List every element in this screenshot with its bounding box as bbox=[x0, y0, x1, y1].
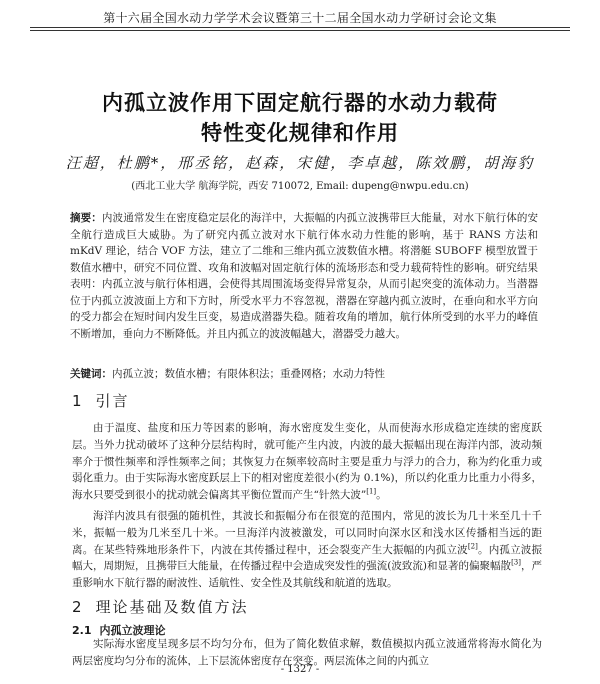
paragraph-text: 海洋内波具有很强的随机性，其波长和振幅分布在很宽的范围内，常见的波长为几十米至几十千米，振幅一般为几米至几十米。一旦海洋内波被激发，可以同时向深水区和浅水区传播相当远的距离。在某些特殊地形条件下，内波在其传播过程中，还会裂变产生大振幅的内孤立波 bbox=[72, 510, 542, 556]
running-header: 第十六届全国水动力学学术会议暨第三十二届全国水动力学研讨会论文集 bbox=[103, 11, 497, 25]
citation-ref: [3] bbox=[511, 558, 521, 567]
section-heading-introduction bbox=[72, 390, 130, 411]
section-title: 理论基础及数值方法 bbox=[95, 598, 249, 616]
author-list: 汪超，杜鹏*，邢丞铭，赵森，宋健，李卓越，陈效鹏，胡海豹 bbox=[65, 154, 535, 172]
citation-ref: [2] bbox=[467, 542, 478, 551]
paragraph-text: 实际海水密度呈现多层不均匀分布，但为了简化数值求解，数值模拟内孤立波通常将海水简化为两层密度均匀分布的流体，上下层流体密度存在突变。两层流体之间的内孤立 bbox=[72, 638, 542, 666]
keywords-label: 关键词： bbox=[70, 368, 112, 380]
subsection-title: 内孤立波理论 bbox=[99, 624, 166, 637]
abstract-label: 摘要： bbox=[70, 212, 102, 224]
title-line-2: 特性变化规律和作用 bbox=[201, 121, 399, 145]
keywords bbox=[70, 366, 538, 382]
paragraph-3 bbox=[72, 636, 542, 666]
paragraph-2 bbox=[72, 508, 542, 592]
paragraph-text: 。 bbox=[376, 489, 387, 502]
header-rule bbox=[30, 27, 570, 28]
section-number: 1 bbox=[72, 392, 84, 410]
section-number: 2 bbox=[72, 598, 84, 616]
subsection-number: 2.1 bbox=[72, 624, 92, 637]
abstract-text: 内波通常发生在密度稳定层化的海洋中，大振幅的内孤立波携带巨大能量，对水下航行体的安全航行造成巨大威胁。为了研究内孤立波对水下航行体水动力性能的影响，基于 RANS 方法和 mKdV 理论，结合 VOF 方法，建立了二维和三维内孤立波数值水槽。将潜艇 SUBOFF 模型放置于数值水槽中，研究不同位置、攻角和波幅对固定航行体的流场形态和受力载荷特性的影响。研究结果表明：内孤立波与航行体相遇，会使得其周围流场变得异常复杂，从而引起突变的流体动力。当潜器位于内孤立波波面上方和下方时，所受水平力不容忽视，潜器在穿越内孤立波时，在垂向和水平方向的受力都会在短时间内发生巨变，易造成潜器失稳。随着攻角的增加，航行体所受到的水平力的峰值不断增加，垂向力不断降低。并且内孤立的波波幅越大，潜器受力越大。 bbox=[70, 212, 539, 340]
header-rule-double bbox=[30, 30, 570, 31]
paragraph-text: 然大波” bbox=[329, 489, 367, 502]
paragraph-text: ，严重影响水下航行器的耐波性、适航性、安全性及其航线和航道的选取。 bbox=[72, 560, 543, 590]
affiliation: (西北工业大学 航海学院，西安 710072, Email: dupeng@nwpu.edu.cn) bbox=[131, 181, 469, 192]
page-number: - 1327 - bbox=[280, 664, 320, 675]
title-line-1: 内孤立波作用下固定航行器的水动力载荷 bbox=[102, 91, 498, 115]
section-heading-methods bbox=[72, 596, 249, 617]
section-title: 引言 bbox=[95, 392, 130, 410]
abstract bbox=[70, 210, 538, 342]
citation-ref: [1] bbox=[366, 487, 377, 496]
paper-title bbox=[40, 88, 560, 148]
paragraph-1 bbox=[72, 420, 542, 504]
paragraph-text: 由于温度、盐度和压力等因素的影响，海水密度发生变化，从而使海水形成稳定连续的密度跃层。当外力扰动破坏了这种分层结构时，就可能产生内波，内波的最大振幅出现在海洋内部，波动频率介于惯性频率和浮性频率之间；其恢复力在频率较高时主要是重力与浮力的合力，称为约化重力或弱化重力。由于实际海水密度跃层上下的相对密度差很小(约为 0.1%)，所以约化重力比重力小得多，海水只要受到很小的扰动就会偏离其平衡位置而产生“针 bbox=[72, 422, 542, 502]
paragraph-text: 。内孤立波振幅大，周期短，且携带巨大能量，在传播过程中会造成突发性的强流(波致流)和显著的偏聚幅散 bbox=[72, 543, 543, 573]
keywords-text: 内孤立波；数值水槽；有限体积法；重叠网格；水动力特性 bbox=[112, 368, 385, 380]
